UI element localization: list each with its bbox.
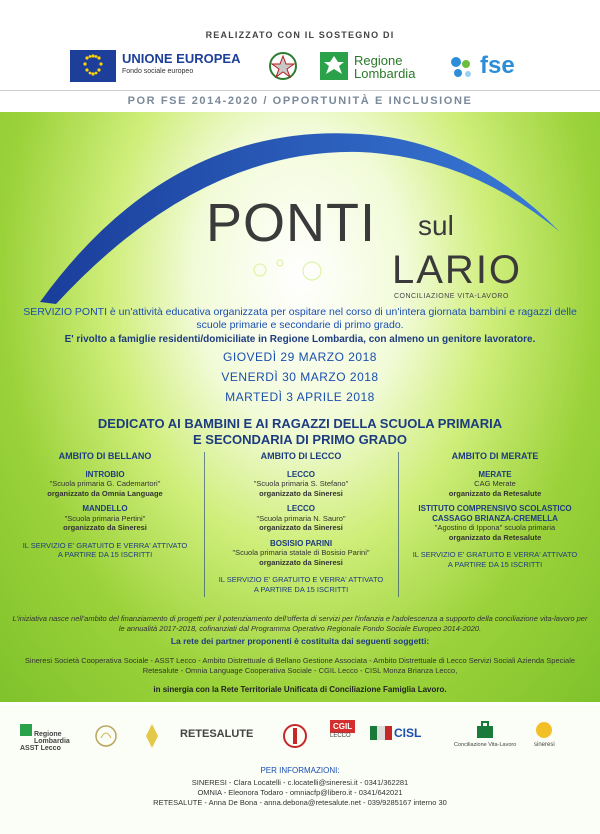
- target-text: E' rivolto a famiglie residenti/domiciliate in Regione Lombardia, con almeno un genitore lavoratore.: [64, 334, 536, 345]
- contact-info: PER INFORMAZIONI: SINERESI - Clara Locatelli - c.locatelli@sineresi.it - 0341/362281 OMNIA - Eleonora Todaro - omniacfp@libero.it - 0341/642021 RETESALUTE - Anna De Bona - anna.debona@retesalute.net - 039/9285167 interno 30: [153, 766, 447, 807]
- fse-logo-icon: [446, 52, 476, 82]
- omnia-logo-icon: [282, 722, 308, 750]
- ambito-bellano: AMBITO DI BELLANO INTROBIO "Scuola primaria G. Cademartori" organizzato da Omnia Language MANDELLO "Scuola primaria Pertini" organizzato da Sineresi IL SERVIZIO E' GRATUITO E VERRA' ATTIVATO A PARTIRE DA 15 ISCRITTI: [22, 451, 188, 559]
- title-lario: LARIO: [392, 248, 523, 292]
- partners-list: Sineresi Società Cooperativa Sociale - ASST Lecco - Ambito Distrettuale di Bellano Gestione Associata - Ambito Distrettuale di Lecco Servizi Sociali Azienda Speciale Retesalute - Omnia Language Cooperativa Sociale - CGIL Lecco - CISL Monza Brianza Lecco,: [24, 656, 576, 675]
- title-subtitle: CONCILIAZIONE VITA-LAVORO: [394, 293, 509, 300]
- title-sul: sul: [418, 210, 454, 241]
- ambito-bellano-logo-icon: [94, 724, 118, 748]
- title-ponti: PONTI: [206, 193, 377, 253]
- sponsor-logos: [0, 50, 600, 84]
- dedicated-heading: DEDICATO AI BAMBINI E AI RAGAZZI DELLA SCUOLA PRIMARIA E SECONDARIA DI PRIMO GRADO: [97, 416, 503, 447]
- retesalute-logo: RETESALUTE: [180, 728, 254, 740]
- date-3: MARTEDÌ 3 APRILE 2018: [225, 390, 375, 404]
- regione-lombardia-name: Regione Lombardia: [354, 53, 416, 81]
- sineresi-sun-icon: [534, 720, 554, 740]
- sineresi-logo: sineresi: [534, 720, 555, 748]
- cisl-logo: CISL: [370, 726, 421, 742]
- cgil-logo: CGIL LECCO: [330, 720, 355, 739]
- ambito-lecco: AMBITO DI LECCO LECCO "Scuola primaria S. Stefano" organizzato da Sineresi LECCO "Scuola primaria N. Sauro" organizzato da Sineresi BOSISIO PARINI "Scuola primaria statale di Bosisio Parini" organizzato da Sineresi IL SERVIZIO E' GRATUITO E VERRA' ATTIVATO A PARTIRE DA 15 ISCRITTI: [218, 451, 384, 594]
- column-divider: [204, 452, 205, 597]
- ambito-merate: AMBITO DI MERATE MERATE CAG Merate organizzato da Retesalute ISTITUTO COMPRENSIVO SCOLASTICO CASSAGO BRIANZA-CREMELLA "Agostino di Ippona" scuola primaria organizzato da Retesalute IL SERVIZIO E' GRATUITO E VERRA' ATTIVATO A PARTIRE DA 15 ISCRITTI: [412, 451, 578, 569]
- fse-name: fse: [480, 52, 515, 79]
- date-1: GIOVEDÌ 29 MARZO 2018: [223, 350, 377, 364]
- asst-logo-icon: [20, 724, 32, 736]
- date-2: VENERDÌ 30 MARZO 2018: [221, 370, 379, 384]
- cisl-flag-icon: [370, 726, 392, 740]
- italian-republic-emblem-icon: [268, 50, 298, 82]
- partner-logos: [0, 716, 600, 756]
- ambito-lecco-logo-icon: [140, 722, 164, 750]
- eu-name: UNIONE EUROPEA: [122, 51, 241, 66]
- intro-text: SERVIZIO PONTI è un'attività educativa organizzata per ospitare nel corso di un'intera giornata bambini e ragazzi delle scuole primarie e secondarie di primo grado.: [23, 306, 577, 331]
- briefcase-icon: [475, 720, 495, 740]
- sponsor-title: REALIZZATO CON IL SOSTEGNO DI: [205, 30, 395, 40]
- separator-line: [0, 90, 600, 91]
- flower-decoration-icon: [240, 255, 360, 285]
- eu-subtitle: Fondo sociale europeo: [122, 68, 194, 75]
- partners-heading: La rete dei partner proponenti è costituita dai seguenti soggetti:: [170, 636, 430, 646]
- program-line: POR FSE 2014-2020 / OPPORTUNITÀ E INCLUSIONE: [127, 95, 473, 107]
- conciliazione-logo: Conciliazione Vita-Lavoro: [454, 720, 516, 748]
- regione-lombardia-logo-icon: [320, 52, 348, 80]
- initiative-text: L'iniziativa nasce nell'ambito del finanziamento di progetti per il potenziamento dell'offerta di servizi per l'infanzia e l'adolescenza a supporto della conciliazione vita-lavoro per le annualità 2017-2018, cofinanziati dal Programma Operativo Regionale Fondo Sociale Europeo 2014-2020.: [12, 614, 588, 633]
- eu-flag-icon: [70, 50, 116, 82]
- column-divider: [398, 452, 399, 597]
- asst-lecco-logo: Regione Lombardia ASST Lecco: [20, 724, 70, 752]
- synergy-text: in sinergia con la Rete Territoriale Unificata di Conciliazione Famiglia Lavoro.: [153, 685, 447, 694]
